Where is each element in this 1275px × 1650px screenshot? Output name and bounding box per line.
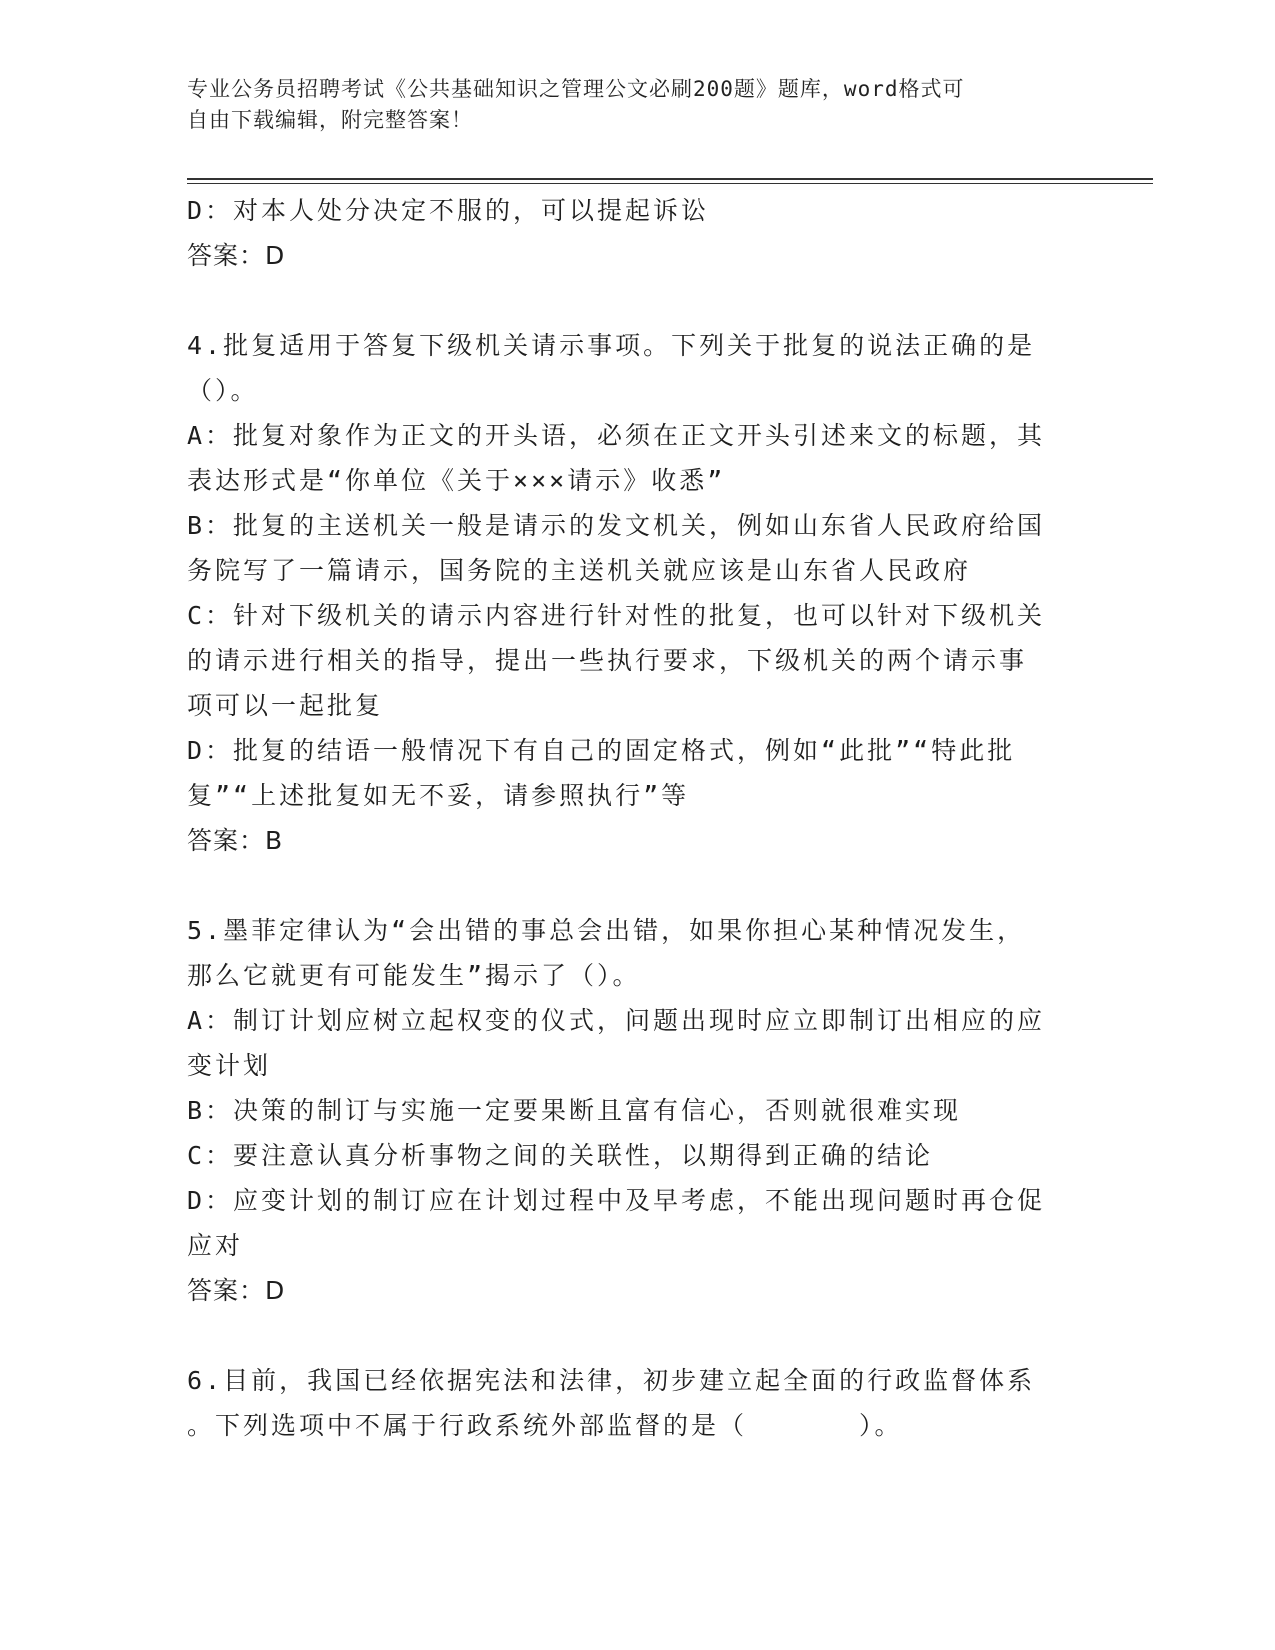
spacer (187, 278, 1077, 323)
question-5 (187, 908, 1077, 1313)
option-b: B：批复的主送机关一般是请示的发文机关，例如山东省人民政府给国 (187, 511, 1046, 540)
option-a: 表达形式是“你单位《关于×××请示》收悉” (187, 466, 726, 495)
option-a: A：制订计划应树立起权变的仪式，问题出现时应立即制订出相应的应 (187, 1006, 1046, 1035)
question-3-tail (187, 188, 1077, 278)
question-stem: 5.墨菲定律认为“会出错的事总会出错，如果你担心某种情况发生， (187, 916, 1026, 945)
question-stem: 那么它就更有可能发生”揭示了（）。 (187, 961, 641, 990)
option-d: D：对本人处分决定不服的，可以提起诉讼 (187, 196, 710, 225)
page-header (187, 74, 1067, 136)
option-a: A：批复对象作为正文的开头语，必须在正文开头引述来文的标题，其 (187, 421, 1046, 450)
option-d: D：应变计划的制订应在计划过程中及早考虑，不能出现问题时再仓促 (187, 1186, 1046, 1215)
answer-label: 答案：B (187, 826, 284, 855)
answer-label: 答案：D (187, 1276, 286, 1305)
option-a: 变计划 (187, 1051, 272, 1080)
answer-label: 答案：D (187, 241, 286, 270)
question-stem: 4.批复适用于答复下级机关请示事项。下列关于批复的说法正确的是 (187, 331, 1036, 360)
option-d: 复”“上述批复如无不妥，请参照执行”等 (187, 781, 690, 810)
option-d: 应对 (187, 1231, 244, 1260)
header-title-line-2: 自由下载编辑，附完整答案！ (187, 108, 473, 132)
spacer (187, 1313, 1077, 1358)
option-b: B：决策的制订与实施一定要果断且富有信心，否则就很难实现 (187, 1096, 962, 1125)
option-c: C：针对下级机关的请示内容进行针对性的批复，也可以针对下级机关 (187, 601, 1046, 630)
option-d: D：批复的结语一般情况下有自己的固定格式，例如“此批”“特此批 (187, 736, 1016, 765)
question-content (187, 188, 1077, 1448)
option-b: 务院写了一篇请示，国务院的主送机关就应该是山东省人民政府 (187, 556, 972, 585)
question-6 (187, 1358, 1077, 1448)
question-stem: 6.目前，我国已经依据宪法和法律，初步建立起全面的行政监督体系 (187, 1366, 1036, 1395)
spacer (187, 863, 1077, 908)
option-c: 项可以一起批复 (187, 691, 384, 720)
question-stem: （）。 (187, 376, 259, 405)
option-c: 的请示进行相关的指导，提出一些执行要求，下级机关的两个请示事 (187, 646, 1028, 675)
question-4 (187, 323, 1077, 863)
question-stem: 。下列选项中不属于行政系统外部监督的是（ ）。 (187, 1411, 903, 1440)
option-c: C：要注意认真分析事物之间的关联性，以期得到正确的结论 (187, 1141, 934, 1170)
header-divider-thick (187, 178, 1153, 180)
header-divider-thin (187, 183, 1153, 184)
header-title-line-1: 专业公务员招聘考试《公共基础知识之管理公文必刷200题》题库，word格式可 (187, 77, 965, 101)
